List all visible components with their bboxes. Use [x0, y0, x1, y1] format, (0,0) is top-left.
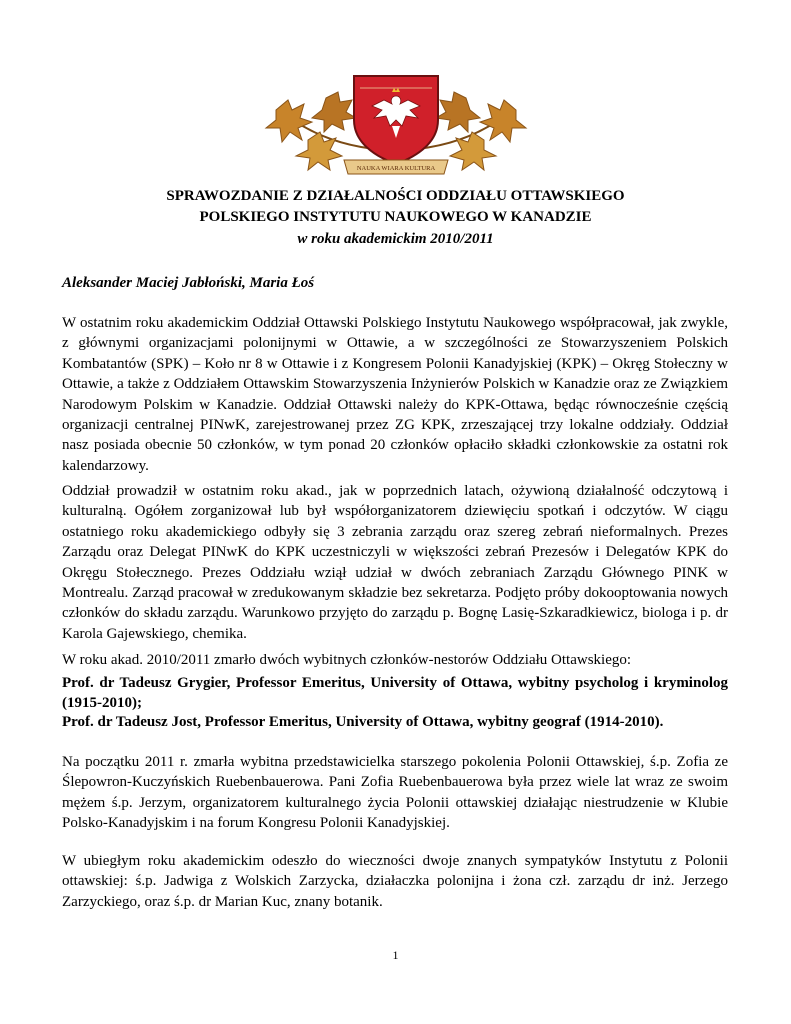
- document-subtitle: w roku akademickim 2010/2011: [297, 231, 494, 247]
- paragraph-cooperation: W ostatnim roku akademickim Oddział Ottawski Polskiego Instytutu Naukowego współpracował, jak zwykle, z głównymi organizacjami polonijnymi w Ottawie, a w szczególności ze Stowarzyszeniem Polskich Kombatantów (SPK) – Koło nr 8 w Ottawie i z Kongresem Polonii Kanadyjskiej (KPK) – Okręg Stołeczny w Ottawie, a także z Oddziałem Ottawskim Stowarzyszenia Inżynierów Polskich w Kanadzie oraz ze Związkiem Narodowym Polskim w Kanadzie. Oddział Ottawski należy do KPK-Ottawa, będąc równocześnie częścią organizacji centralnej PINwK, zarejestrowanej przez ZG KPK, zrzeszającej trzy lokalne oddziały. Oddział nasz posiada obecnie 50 członków, w tym ponad 20 członków opłaciło składki członkowskie za ostatni rok kalendarzowy.: [62, 315, 728, 474]
- paragraph-grygier: Prof. dr Tadeusz Grygier, Professor Emeritus, University of Ottawa, wybitny psycholog i kryminolog (1915-2010);: [62, 675, 728, 712]
- institute-emblem: [246, 70, 546, 178]
- paragraph-sympathizers: W ubiegłym roku akademickim odeszło do wieczności dwoje znanych sympatyków Instytutu z Polonii ottawskiej: ś.p. Jadwiga z Wolskich Zarzycka, działaczka polonijna i żona czł. zarządu dr inż. Jerzego Zarzyckiego, oraz ś.p. dr Marian Kuc, znany botanik.: [62, 853, 728, 910]
- paragraph-deceased-intro: W roku akad. 2010/2011 zmarło dwóch wybitnych członków-nestorów Oddziału Ottawskiego:: [62, 652, 632, 668]
- paragraph-ruebenbauerowa: Na początku 2011 r. zmarła wybitna przedstawicielka starszego pokolenia Polonii Ottawskiej, ś.p. Zofia ze Ślepowron-Kuczyńskich Ruebenbauerowa. Pani Zofia Ruebenbauerowa była przez wiele lat wraz ze swoim mężem ś.p. Jerzym, organizatorem kulturalnego życia Polonii ottawskiej działając niestrudzenie w Klubie Polsko-Kanadyjskim i na forum Kongresu Polonii Kanadyjskiej.: [62, 754, 728, 832]
- authors: Aleksander Maciej Jabłoński, Maria Łoś: [62, 275, 315, 291]
- page-number: 1: [392, 948, 399, 962]
- paragraph-activities: Oddział prowadził w ostatnim roku akad., jak w poprzednich latach, ożywioną działalność odczytową i kulturalną. Ogółem zorganizował lub był współorganizatorem dziewięciu spotkań i odczytów. W ciągu ostatniego roku akademickiego odbyły się 3 zebrania zarządu oraz szereg zebrań nieformalnych. Prezes Zarządu oraz Delegat PINwK do KPK uczestniczyli w większości zebrań Prezesów i Delegatów KPK do Okręgu Stołecznego. Prezes Oddziału wziął udział w dwóch zebraniach Zarządu Głównego PINK w Montrealu. Zarząd pracował w zredukowanym składzie bez sekretarza. Podjęto próby dokooptowania nowych członków do składu zarządu. Warunkowo przyjęto do zarządu p. Bognę Lasię-Szkaradkiewicz, biologa i p. dr Karola Gajewskiego, chemika.: [62, 483, 728, 642]
- motto-ribbon: [344, 160, 448, 174]
- emblem-motto: NAUKA WIARA KULTURA: [356, 165, 436, 172]
- document-title-line1: SPRAWOZDANIE Z DZIAŁALNOŚCI ODDZIAŁU OTTAWSKIEGO: [166, 188, 625, 204]
- paragraph-jost: Prof. dr Tadeusz Jost, Professor Emeritus, University of Ottawa, wybitny geograf (1914-2010).: [62, 714, 664, 730]
- document-title-line2: POLSKIEGO INSTYTUTU NAUKOWEGO W KANADZIE: [199, 209, 592, 225]
- shield-icon: [354, 76, 438, 164]
